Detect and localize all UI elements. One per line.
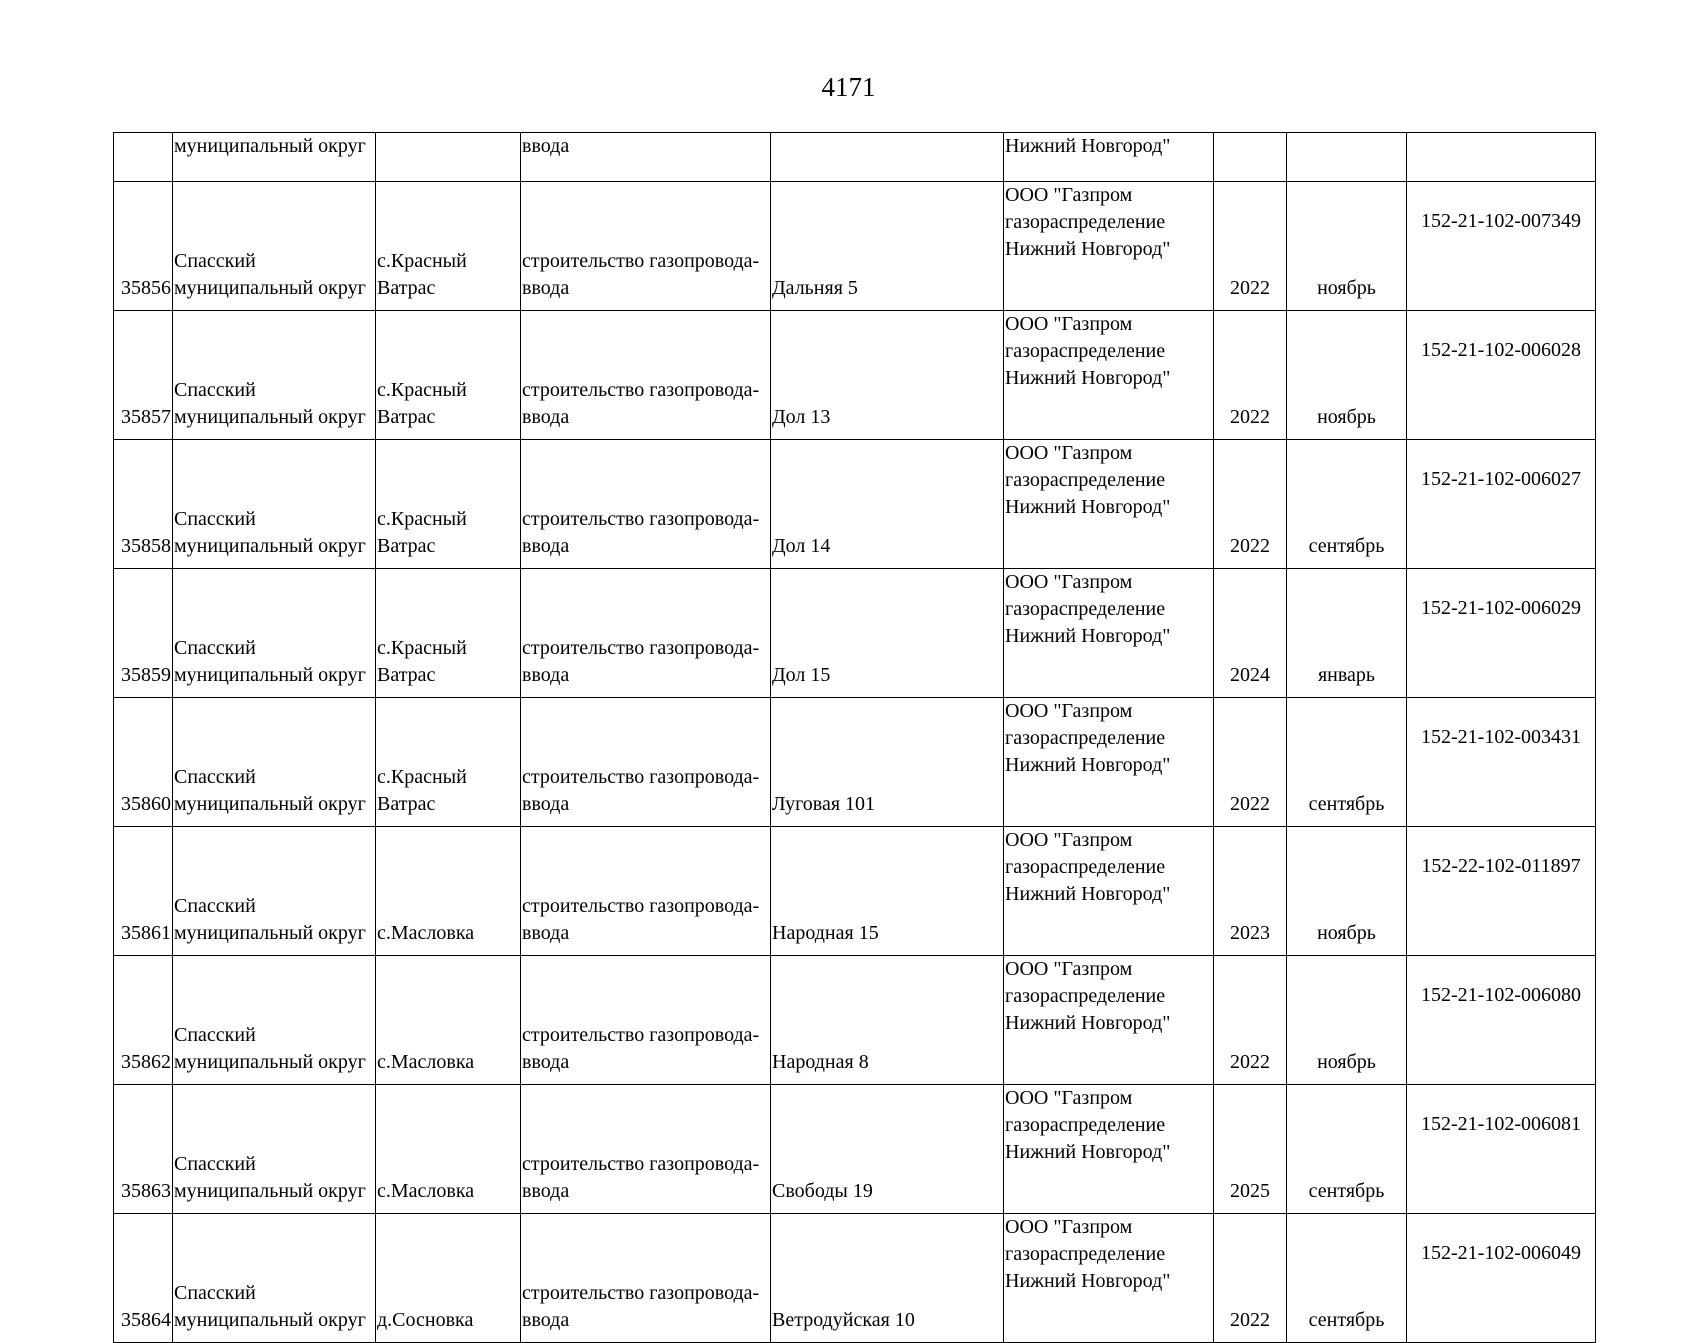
- cell-org-line: ООО "Газпром: [1005, 442, 1133, 464]
- cell-org: [1004, 311, 1214, 440]
- cell-org-line: Нижний Новгород": [1005, 1270, 1171, 1292]
- cell-num: 35863: [114, 1085, 173, 1214]
- cell-org: [1004, 827, 1214, 956]
- cell-month: сентябрь: [1287, 698, 1407, 827]
- cell-year: 2022: [1214, 956, 1287, 1085]
- cell-org-line: газораспределение: [1005, 985, 1166, 1007]
- cell-district-line: муниципальный округ: [174, 535, 366, 557]
- cell-settlement-line: с.Масловка: [377, 1051, 475, 1073]
- cell-num: 35858: [114, 440, 173, 569]
- cell-district-line: Спасский: [174, 508, 256, 530]
- cell-year: 2022: [1214, 311, 1287, 440]
- cell-org: [1004, 1085, 1214, 1214]
- cell-settlement-line: Ватрас: [377, 406, 436, 428]
- cell-district: [173, 440, 376, 569]
- cell-month: [1287, 133, 1407, 182]
- cell-settlement-line: д.Сосновка: [377, 1309, 474, 1331]
- cell-address: Луговая 101: [771, 698, 1004, 827]
- cell-work: ввода: [521, 133, 771, 182]
- cell-code: 152-21-102-006080: [1407, 956, 1596, 1085]
- cell-district: [173, 1085, 376, 1214]
- cell-work: [521, 311, 771, 440]
- cell-org-line: газораспределение: [1005, 469, 1166, 491]
- cell-num: 35860: [114, 698, 173, 827]
- cell-month: ноябрь: [1287, 182, 1407, 311]
- cell-org-line: газораспределение: [1005, 211, 1166, 233]
- cell-month: ноябрь: [1287, 956, 1407, 1085]
- cell-work: [521, 698, 771, 827]
- table-row: [114, 311, 1596, 440]
- cell-settlement: [376, 827, 521, 956]
- cell-org-line: ООО "Газпром: [1005, 700, 1133, 722]
- cell-code: 152-21-102-006028: [1407, 311, 1596, 440]
- cell-district: [173, 1214, 376, 1343]
- cell-district-line: муниципальный округ: [174, 277, 366, 299]
- cell-month: сентябрь: [1287, 1214, 1407, 1343]
- cell-org-line: ООО "Газпром: [1005, 571, 1133, 593]
- cell-district-line: муниципальный округ: [174, 793, 366, 815]
- cell-code: 152-21-102-007349: [1407, 182, 1596, 311]
- cell-org: [1004, 956, 1214, 1085]
- cell-district: [173, 311, 376, 440]
- table-row: [114, 956, 1596, 1085]
- cell-org-line: Нижний Новгород": [1005, 1012, 1171, 1034]
- cell-org-line: ООО "Газпром: [1005, 184, 1133, 206]
- table-row: [114, 827, 1596, 956]
- cell-district-line: Спасский: [174, 895, 256, 917]
- cell-month: сентябрь: [1287, 440, 1407, 569]
- cell-address: Дол 13: [771, 311, 1004, 440]
- cell-org-line: Нижний Новгород": [1005, 625, 1171, 647]
- cell-district: [173, 698, 376, 827]
- cell-work: [521, 1214, 771, 1343]
- cell-work-line: строительство газопровода-: [522, 1282, 760, 1304]
- cell-district-line: Спасский: [174, 1024, 256, 1046]
- cell-address: Свободы 19: [771, 1085, 1004, 1214]
- cell-org-line: газораспределение: [1005, 598, 1166, 620]
- cell-settlement: [376, 1085, 521, 1214]
- cell-work: [521, 956, 771, 1085]
- cell-settlement: [376, 311, 521, 440]
- cell-work-line: ввода: [522, 277, 570, 299]
- cell-settlement-line: Ватрас: [377, 793, 436, 815]
- cell-org-line: ООО "Газпром: [1005, 1216, 1133, 1238]
- cell-settlement-line: Ватрас: [377, 664, 436, 686]
- cell-district: [173, 569, 376, 698]
- cell-address: Народная 8: [771, 956, 1004, 1085]
- cell-settlement: [376, 698, 521, 827]
- cell-org: [1004, 182, 1214, 311]
- cell-org-line: Нижний Новгород": [1005, 367, 1171, 389]
- cell-settlement-line: Ватрас: [377, 535, 436, 557]
- cell-org: Нижний Новгород": [1004, 133, 1214, 182]
- cell-code: [1407, 133, 1596, 182]
- register-body: [114, 133, 1596, 1343]
- cell-address: Дол 15: [771, 569, 1004, 698]
- cell-org-line: газораспределение: [1005, 1114, 1166, 1136]
- cell-code: 152-21-102-006027: [1407, 440, 1596, 569]
- cell-work-line: строительство газопровода-: [522, 766, 760, 788]
- cell-work-line: ввода: [522, 922, 570, 944]
- cell-org-line: Нижний Новгород": [1005, 883, 1171, 905]
- table-row: [114, 698, 1596, 827]
- cell-work-line: строительство газопровода-: [522, 895, 760, 917]
- cell-num: [114, 133, 173, 182]
- cell-month: январь: [1287, 569, 1407, 698]
- register-table: [113, 132, 1596, 1343]
- cell-year: [1214, 133, 1287, 182]
- cell-district-line: муниципальный округ: [174, 664, 366, 686]
- cell-district-line: Спасский: [174, 637, 256, 659]
- cell-district: муниципальный округ: [173, 133, 376, 182]
- table-row: [114, 1085, 1596, 1214]
- cell-work-line: строительство газопровода-: [522, 508, 760, 530]
- cell-org-line: газораспределение: [1005, 856, 1166, 878]
- continuation-row: [114, 133, 1596, 182]
- cell-code: 152-21-102-006049: [1407, 1214, 1596, 1343]
- cell-work: [521, 569, 771, 698]
- cell-org-line: Нижний Новгород": [1005, 754, 1171, 776]
- cell-district-line: Спасский: [174, 1282, 256, 1304]
- cell-address: Народная 15: [771, 827, 1004, 956]
- cell-work: [521, 182, 771, 311]
- cell-num: 35856: [114, 182, 173, 311]
- cell-work-line: ввода: [522, 1309, 570, 1331]
- cell-year: 2023: [1214, 827, 1287, 956]
- cell-work: [521, 440, 771, 569]
- cell-org-line: ООО "Газпром: [1005, 829, 1133, 851]
- cell-work-line: строительство газопровода-: [522, 379, 760, 401]
- cell-district: [173, 827, 376, 956]
- cell-work-line: ввода: [522, 793, 570, 815]
- cell-org-line: Нижний Новгород": [1005, 496, 1171, 518]
- cell-settlement-line: с.Красный: [377, 508, 467, 530]
- cell-settlement: [376, 1214, 521, 1343]
- cell-district-line: муниципальный округ: [174, 1051, 366, 1073]
- cell-num: 35857: [114, 311, 173, 440]
- cell-settlement: [376, 956, 521, 1085]
- cell-district-line: муниципальный округ: [174, 406, 366, 428]
- cell-year: 2022: [1214, 182, 1287, 311]
- cell-year: 2022: [1214, 1214, 1287, 1343]
- cell-district-line: Спасский: [174, 379, 256, 401]
- cell-work-line: строительство газопровода-: [522, 250, 760, 272]
- cell-month: сентябрь: [1287, 1085, 1407, 1214]
- cell-code: 152-22-102-011897: [1407, 827, 1596, 956]
- table-row: [114, 182, 1596, 311]
- cell-org: [1004, 440, 1214, 569]
- cell-org-line: газораспределение: [1005, 1243, 1166, 1265]
- cell-settlement-line: с.Масловка: [377, 922, 475, 944]
- cell-org: [1004, 1214, 1214, 1343]
- cell-work-line: ввода: [522, 1051, 570, 1073]
- cell-work-line: ввода: [522, 664, 570, 686]
- cell-num: 35864: [114, 1214, 173, 1343]
- table-row: [114, 440, 1596, 569]
- cell-district-line: муниципальный округ: [174, 1180, 366, 1202]
- cell-district: [173, 956, 376, 1085]
- cell-district-line: муниципальный округ: [174, 1309, 366, 1331]
- cell-num: 35861: [114, 827, 173, 956]
- cell-num: 35859: [114, 569, 173, 698]
- cell-org-line: газораспределение: [1005, 727, 1166, 749]
- cell-org-line: Нижний Новгород": [1005, 1141, 1171, 1163]
- cell-work-line: строительство газопровода-: [522, 1024, 760, 1046]
- cell-settlement: [376, 569, 521, 698]
- cell-org: [1004, 698, 1214, 827]
- cell-work-line: ввода: [522, 1180, 570, 1202]
- cell-settlement-line: Ватрас: [377, 277, 436, 299]
- cell-org-line: Нижний Новгород": [1005, 238, 1171, 260]
- cell-work-line: ввода: [522, 535, 570, 557]
- cell-district-line: Спасский: [174, 1153, 256, 1175]
- cell-work: [521, 1085, 771, 1214]
- cell-month: ноябрь: [1287, 827, 1407, 956]
- cell-num: 35862: [114, 956, 173, 1085]
- cell-code: 152-21-102-006081: [1407, 1085, 1596, 1214]
- cell-code: 152-21-102-003431: [1407, 698, 1596, 827]
- cell-code: 152-21-102-006029: [1407, 569, 1596, 698]
- cell-year: 2022: [1214, 698, 1287, 827]
- cell-org-line: ООО "Газпром: [1005, 313, 1133, 335]
- cell-org-line: ООО "Газпром: [1005, 958, 1133, 980]
- cell-org: [1004, 569, 1214, 698]
- cell-year: 2024: [1214, 569, 1287, 698]
- cell-settlement-line: с.Красный: [377, 379, 467, 401]
- cell-address: Дол 14: [771, 440, 1004, 569]
- cell-address: Ветродуйская 10: [771, 1214, 1004, 1343]
- cell-address: Дальняя 5: [771, 182, 1004, 311]
- page-number: 4171: [821, 72, 876, 102]
- cell-settlement-line: с.Красный: [377, 637, 467, 659]
- cell-work: [521, 827, 771, 956]
- cell-work-line: строительство газопровода-: [522, 637, 760, 659]
- cell-work-line: строительство газопровода-: [522, 1153, 760, 1175]
- cell-settlement: [376, 133, 521, 182]
- cell-district-line: Спасский: [174, 766, 256, 788]
- table-row: [114, 1214, 1596, 1343]
- cell-address: [771, 133, 1004, 182]
- cell-settlement-line: с.Красный: [377, 766, 467, 788]
- cell-org-line: газораспределение: [1005, 340, 1166, 362]
- cell-settlement-line: с.Красный: [377, 250, 467, 272]
- table-row: [114, 569, 1596, 698]
- cell-district-line: Спасский: [174, 250, 256, 272]
- cell-settlement: [376, 440, 521, 569]
- cell-month: ноябрь: [1287, 311, 1407, 440]
- cell-work-line: ввода: [522, 406, 570, 428]
- cell-year: 2022: [1214, 440, 1287, 569]
- cell-district: [173, 182, 376, 311]
- cell-org-line: ООО "Газпром: [1005, 1087, 1133, 1109]
- cell-year: 2025: [1214, 1085, 1287, 1214]
- cell-settlement: [376, 182, 521, 311]
- cell-district-line: муниципальный округ: [174, 922, 366, 944]
- cell-settlement-line: с.Масловка: [377, 1180, 475, 1202]
